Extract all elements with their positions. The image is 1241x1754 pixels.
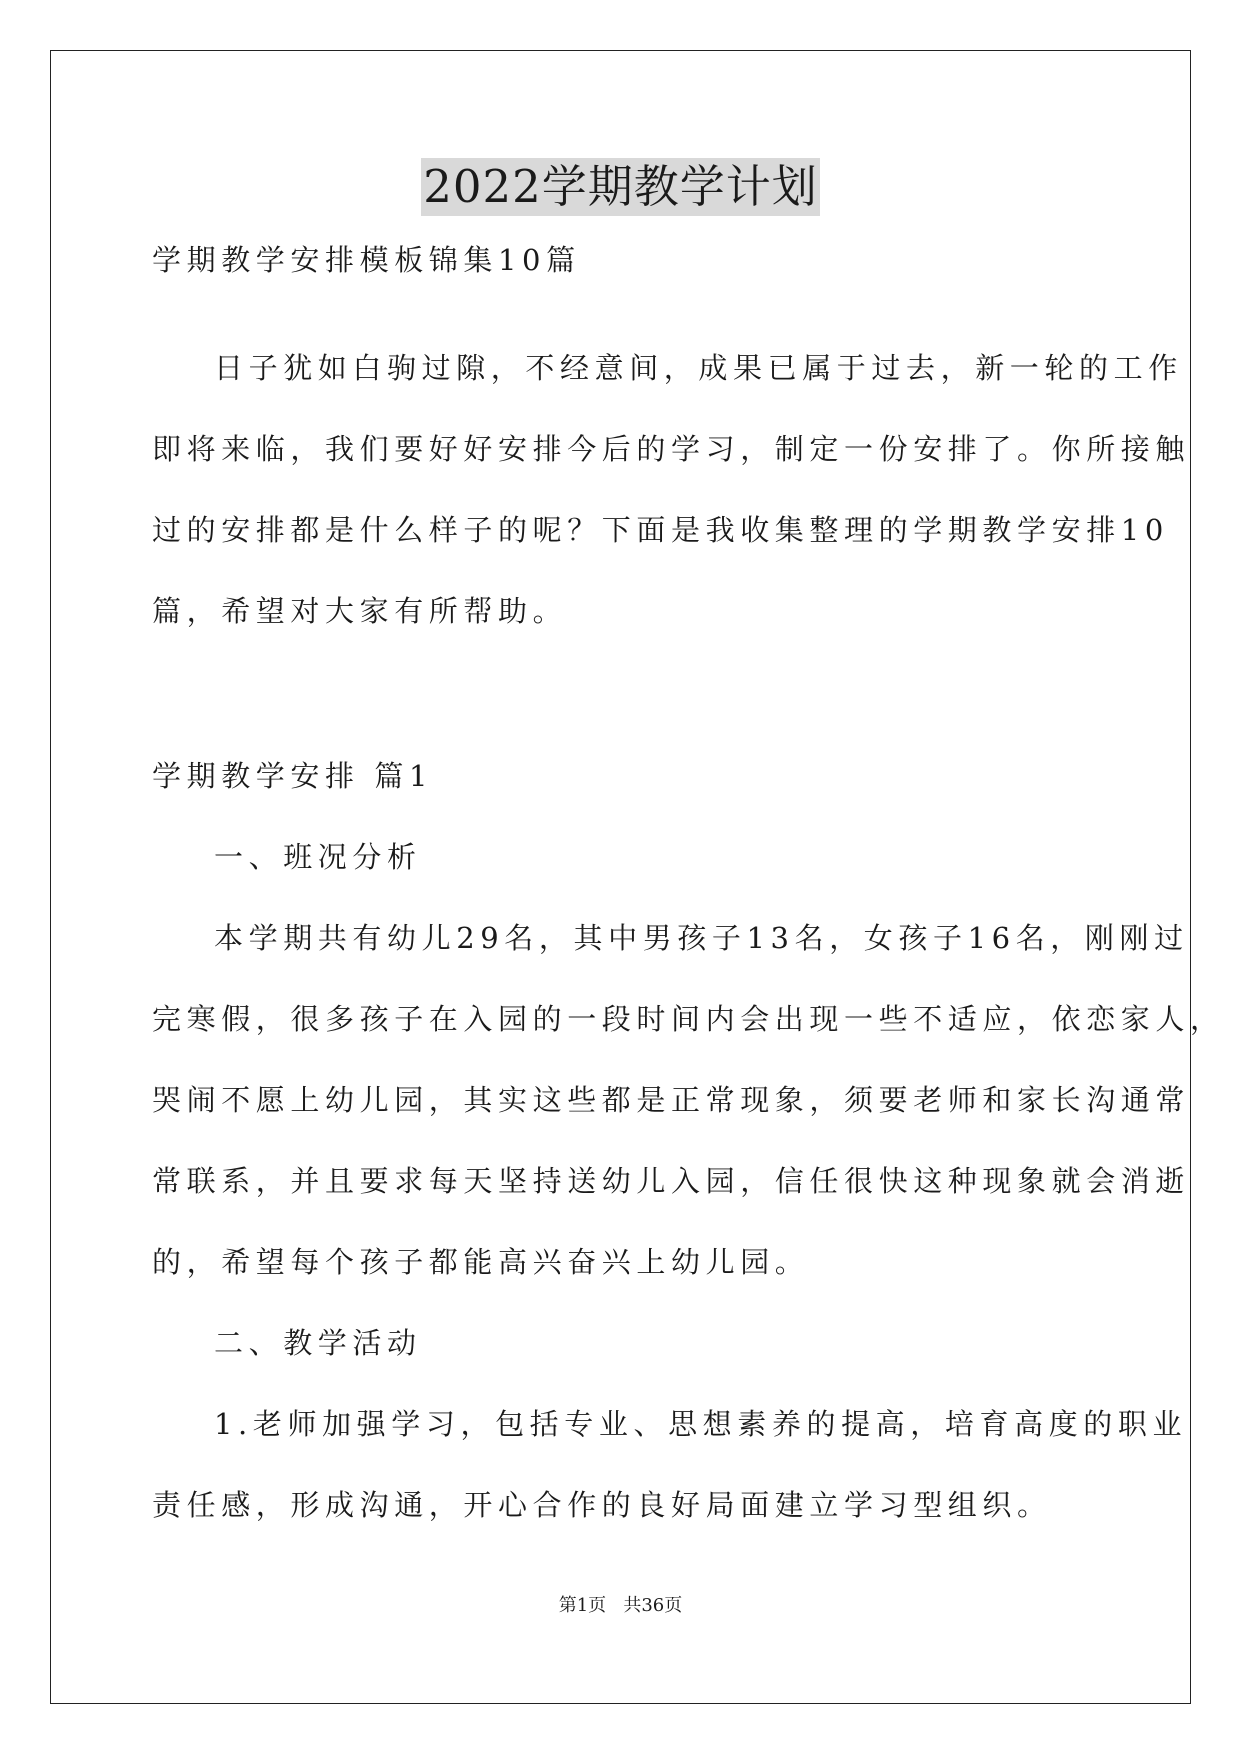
subsection-heading: 二、教学活动 xyxy=(214,1326,422,1360)
body-paragraph-line: 本学期共有幼儿29名，其中男孩子13名，女孩子16名，刚刚过 xyxy=(214,921,1189,955)
body-paragraph-line: 1.老师加强学习，包括专业、思想素养的提高，培育高度的职业 xyxy=(214,1407,1188,1441)
title-container xyxy=(0,158,1241,216)
body-paragraph-line: 常联系，并且要求每天坚持送幼儿入园，信任很快这种现象就会消逝 xyxy=(152,1164,1191,1198)
section-heading: 学期教学安排 篇1 xyxy=(152,759,434,793)
body-paragraph-line: 完寒假，很多孩子在入园的一段时间内会出现一些不适应，依恋家人， xyxy=(152,1002,1225,1036)
subtitle-line: 学期教学安排模板锦集10篇 xyxy=(152,243,581,277)
intro-paragraph-line: 过的安排都是什么样子的呢？下面是我收集整理的学期教学安排10 xyxy=(152,513,1169,547)
body-paragraph-line: 责任感，形成沟通，开心合作的良好局面建立学习型组织。 xyxy=(152,1488,1052,1522)
document-title: 2022学期教学计划 xyxy=(421,158,820,216)
page-number-footer: 第1页 共36页 xyxy=(558,1595,683,1616)
body-paragraph-line: 哭闹不愿上幼儿园，其实这些都是正常现象，须要老师和家长沟通常 xyxy=(152,1083,1191,1117)
intro-paragraph-line: 篇，希望对大家有所帮助。 xyxy=(152,594,568,628)
page-border xyxy=(50,50,1191,1704)
body-paragraph-line: 的，希望每个孩子都能高兴奋兴上幼儿园。 xyxy=(152,1245,810,1279)
intro-paragraph-line: 日子犹如白驹过隙，不经意间，成果已属于过去，新一轮的工作 xyxy=(214,351,1183,385)
subsection-heading: 一、班况分析 xyxy=(214,840,422,874)
intro-paragraph-line: 即将来临，我们要好好安排今后的学习，制定一份安排了。你所接触 xyxy=(152,432,1191,466)
